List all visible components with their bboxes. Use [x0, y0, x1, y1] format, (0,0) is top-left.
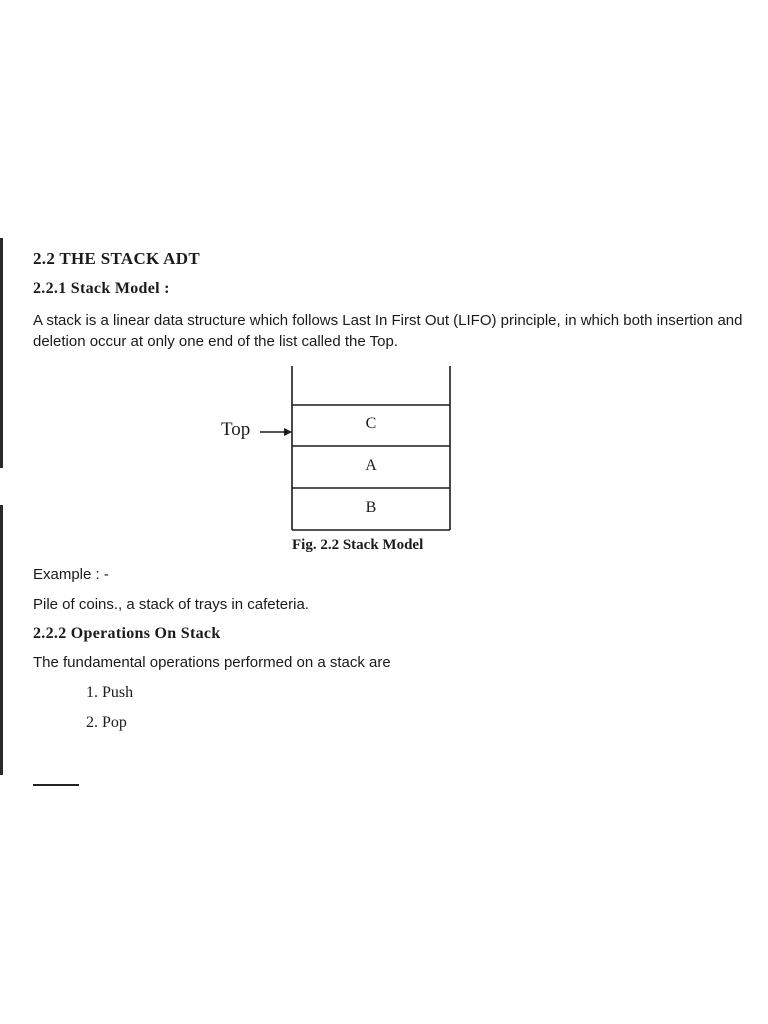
example-text: Pile of coins., a stack of trays in cafeteria.: [33, 596, 309, 613]
section-title: 2.2 THE STACK ADT: [33, 249, 200, 268]
margin-line: [0, 238, 3, 468]
list-item: 1. Push: [86, 684, 134, 701]
stack-diagram: [200, 360, 460, 535]
subsection-title: 2.2.1 Stack Model :: [33, 280, 170, 297]
figure-caption: Fig. 2.2 Stack Model: [292, 537, 424, 553]
margin-line: [0, 505, 3, 775]
operations-title: 2.2.2 Operations On Stack: [33, 625, 221, 642]
definition-paragraph: A stack is a linear data structure which follows Last In First Out (LIFO) principle, in which both insertion and deletion occur at only one end of the list called the Top.: [33, 312, 743, 350]
top-pointer-arrow: [259, 425, 293, 439]
footer-rule: [33, 784, 79, 786]
stack-cell-b: B: [365, 499, 377, 516]
operations-list: [86, 684, 133, 744]
stack-cell-c: C: [365, 415, 377, 432]
example-label: Example : -: [33, 566, 109, 583]
operations-intro: The fundamental operations performed on a stack are: [33, 654, 391, 671]
stack-cell-a: A: [365, 457, 377, 474]
list-item: 2. Pop: [86, 714, 127, 731]
top-label: Top: [221, 419, 251, 440]
